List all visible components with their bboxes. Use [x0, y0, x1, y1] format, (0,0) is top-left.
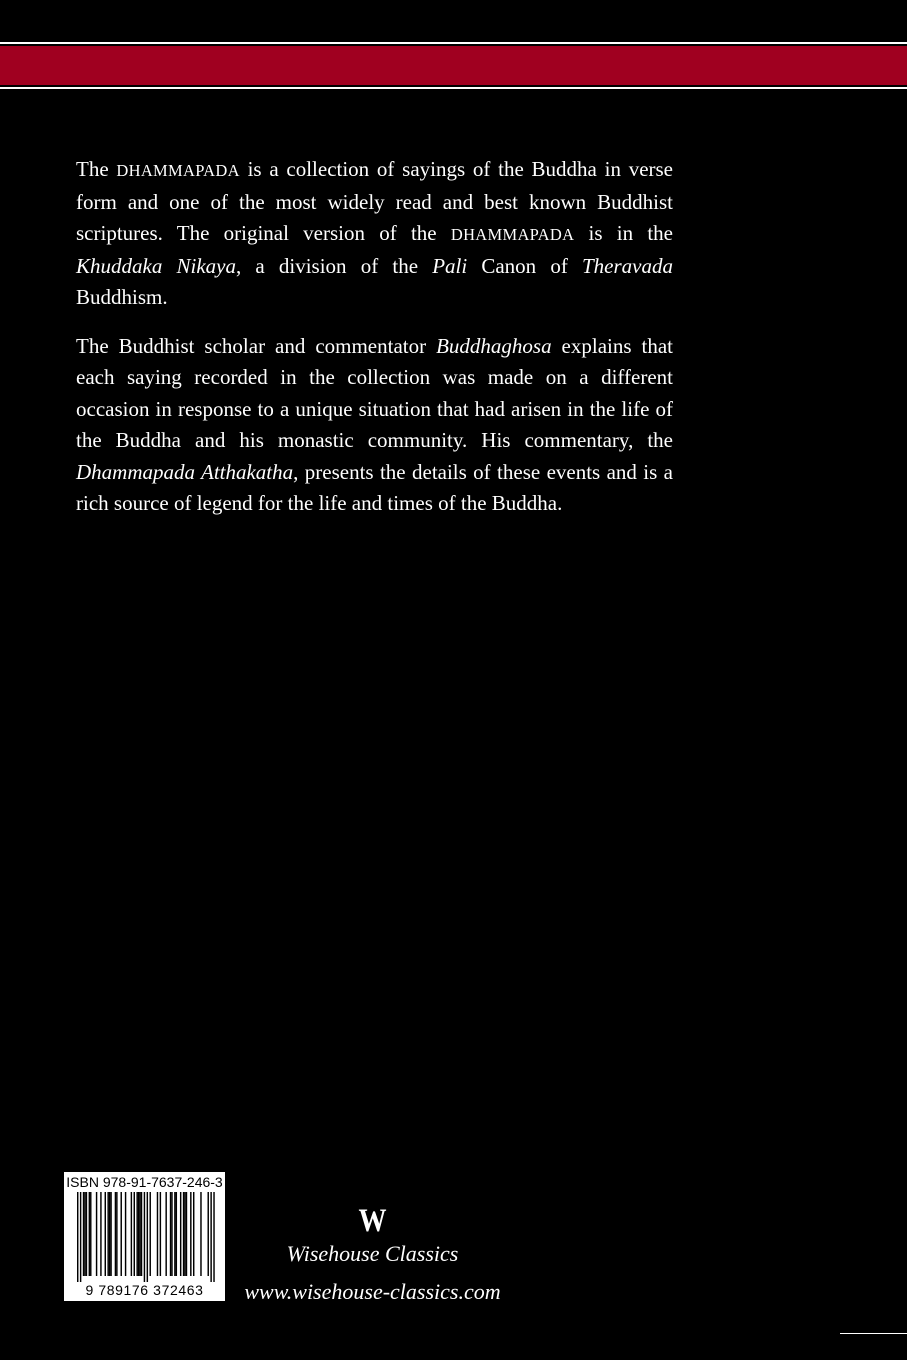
barcode-bar	[193, 1192, 194, 1276]
barcode-bar	[157, 1192, 158, 1276]
barcode-bar	[86, 1192, 87, 1276]
barcode-bar	[90, 1192, 91, 1276]
barcode-bar	[141, 1192, 142, 1276]
title-small-caps: DHAMMAPADA	[116, 161, 240, 180]
barcode-bar	[139, 1192, 140, 1276]
barcode-digits: 9 789176 372463	[85, 1282, 204, 1298]
barcode-bar	[131, 1192, 132, 1276]
barcode-bar	[138, 1192, 139, 1276]
corner-rule	[840, 1333, 907, 1334]
barcode-bar	[134, 1192, 135, 1276]
barcode-bar	[200, 1192, 201, 1276]
text-run: , a division of the	[235, 253, 433, 278]
barcode-bar	[210, 1192, 211, 1282]
isbn-barcode	[64, 1172, 225, 1301]
barcode-bar	[171, 1192, 172, 1276]
barcode-bar	[105, 1192, 106, 1276]
barcode-bar	[107, 1192, 108, 1276]
barcode-bar	[176, 1192, 177, 1276]
barcode-bar	[147, 1192, 148, 1282]
barcode-bar	[144, 1192, 145, 1282]
barcode-bar	[180, 1192, 181, 1276]
italic-term: Theravada	[582, 253, 673, 278]
barcode-bar	[136, 1192, 137, 1276]
blurb-paragraph-2	[76, 331, 673, 520]
barcode-bar	[83, 1192, 84, 1276]
barcode-bars	[64, 1192, 225, 1282]
publisher-name: Wisehouse Classics	[286, 1241, 459, 1266]
barcode-bar	[165, 1192, 166, 1276]
title-small-caps: DHAMMAPADA	[450, 225, 575, 244]
barcode-bar	[190, 1192, 191, 1276]
italic-term: Khuddaka Nikaya	[76, 253, 236, 278]
top-rule	[0, 42, 907, 44]
barcode-bar	[184, 1192, 185, 1276]
barcode-bar	[186, 1192, 187, 1276]
barcode-bar	[77, 1192, 78, 1282]
barcode-bar	[121, 1192, 122, 1276]
barcode-bar	[213, 1192, 214, 1282]
barcode-bar	[80, 1192, 81, 1282]
red-band	[0, 46, 907, 85]
text-run: is a collection of sayings of the Buddha in verse form and one of the most widely read and best known Buddhist scriptures. The original version of the	[76, 157, 673, 245]
publisher-logo: W	[358, 1203, 387, 1239]
barcode-bar	[96, 1192, 97, 1276]
barcode-bar	[84, 1192, 85, 1276]
text-run: The	[76, 157, 117, 181]
barcode-bar	[208, 1192, 209, 1276]
barcode-bar	[100, 1192, 101, 1276]
text-run: Buddhism.	[76, 285, 168, 309]
barcode-bar	[174, 1192, 175, 1276]
barcode-bar	[183, 1192, 184, 1276]
band-bottom-rule	[0, 87, 907, 89]
barcode-bar	[170, 1192, 171, 1276]
barcode-bar	[125, 1192, 126, 1276]
isbn-label: ISBN 978-91-7637-246-3	[66, 1174, 223, 1190]
barcode-bar	[109, 1192, 110, 1276]
text-run: The Buddhist scholar and commentator	[76, 333, 437, 358]
publisher-block	[230, 1203, 515, 1307]
barcode-bar	[160, 1192, 161, 1276]
blurb-text	[76, 154, 673, 537]
text-run: is in the	[574, 221, 674, 245]
barcode-bar	[116, 1192, 117, 1276]
italic-term: Pali	[432, 253, 468, 278]
barcode-bar	[115, 1192, 116, 1276]
barcode-bar	[89, 1192, 90, 1276]
text-run: , presents the details of these events and is a rich source of legend for the life and times of the Buddha.	[76, 459, 673, 515]
italic-term: Dhammapada Atthakatha	[76, 459, 294, 484]
blurb-paragraph-1	[76, 154, 673, 314]
publisher-url: www.wisehouse-classics.com	[244, 1279, 501, 1304]
barcode-bar	[150, 1192, 151, 1276]
text-run: explains that each saying recorded in the collection was made on a different occasion in response to a unique situation that had arisen in the life of the Buddha and his monastic community. His commentary, the	[76, 333, 673, 452]
italic-term: Buddhaghosa	[436, 333, 552, 358]
barcode-bar	[110, 1192, 111, 1276]
text-run: Canon of	[467, 253, 582, 278]
